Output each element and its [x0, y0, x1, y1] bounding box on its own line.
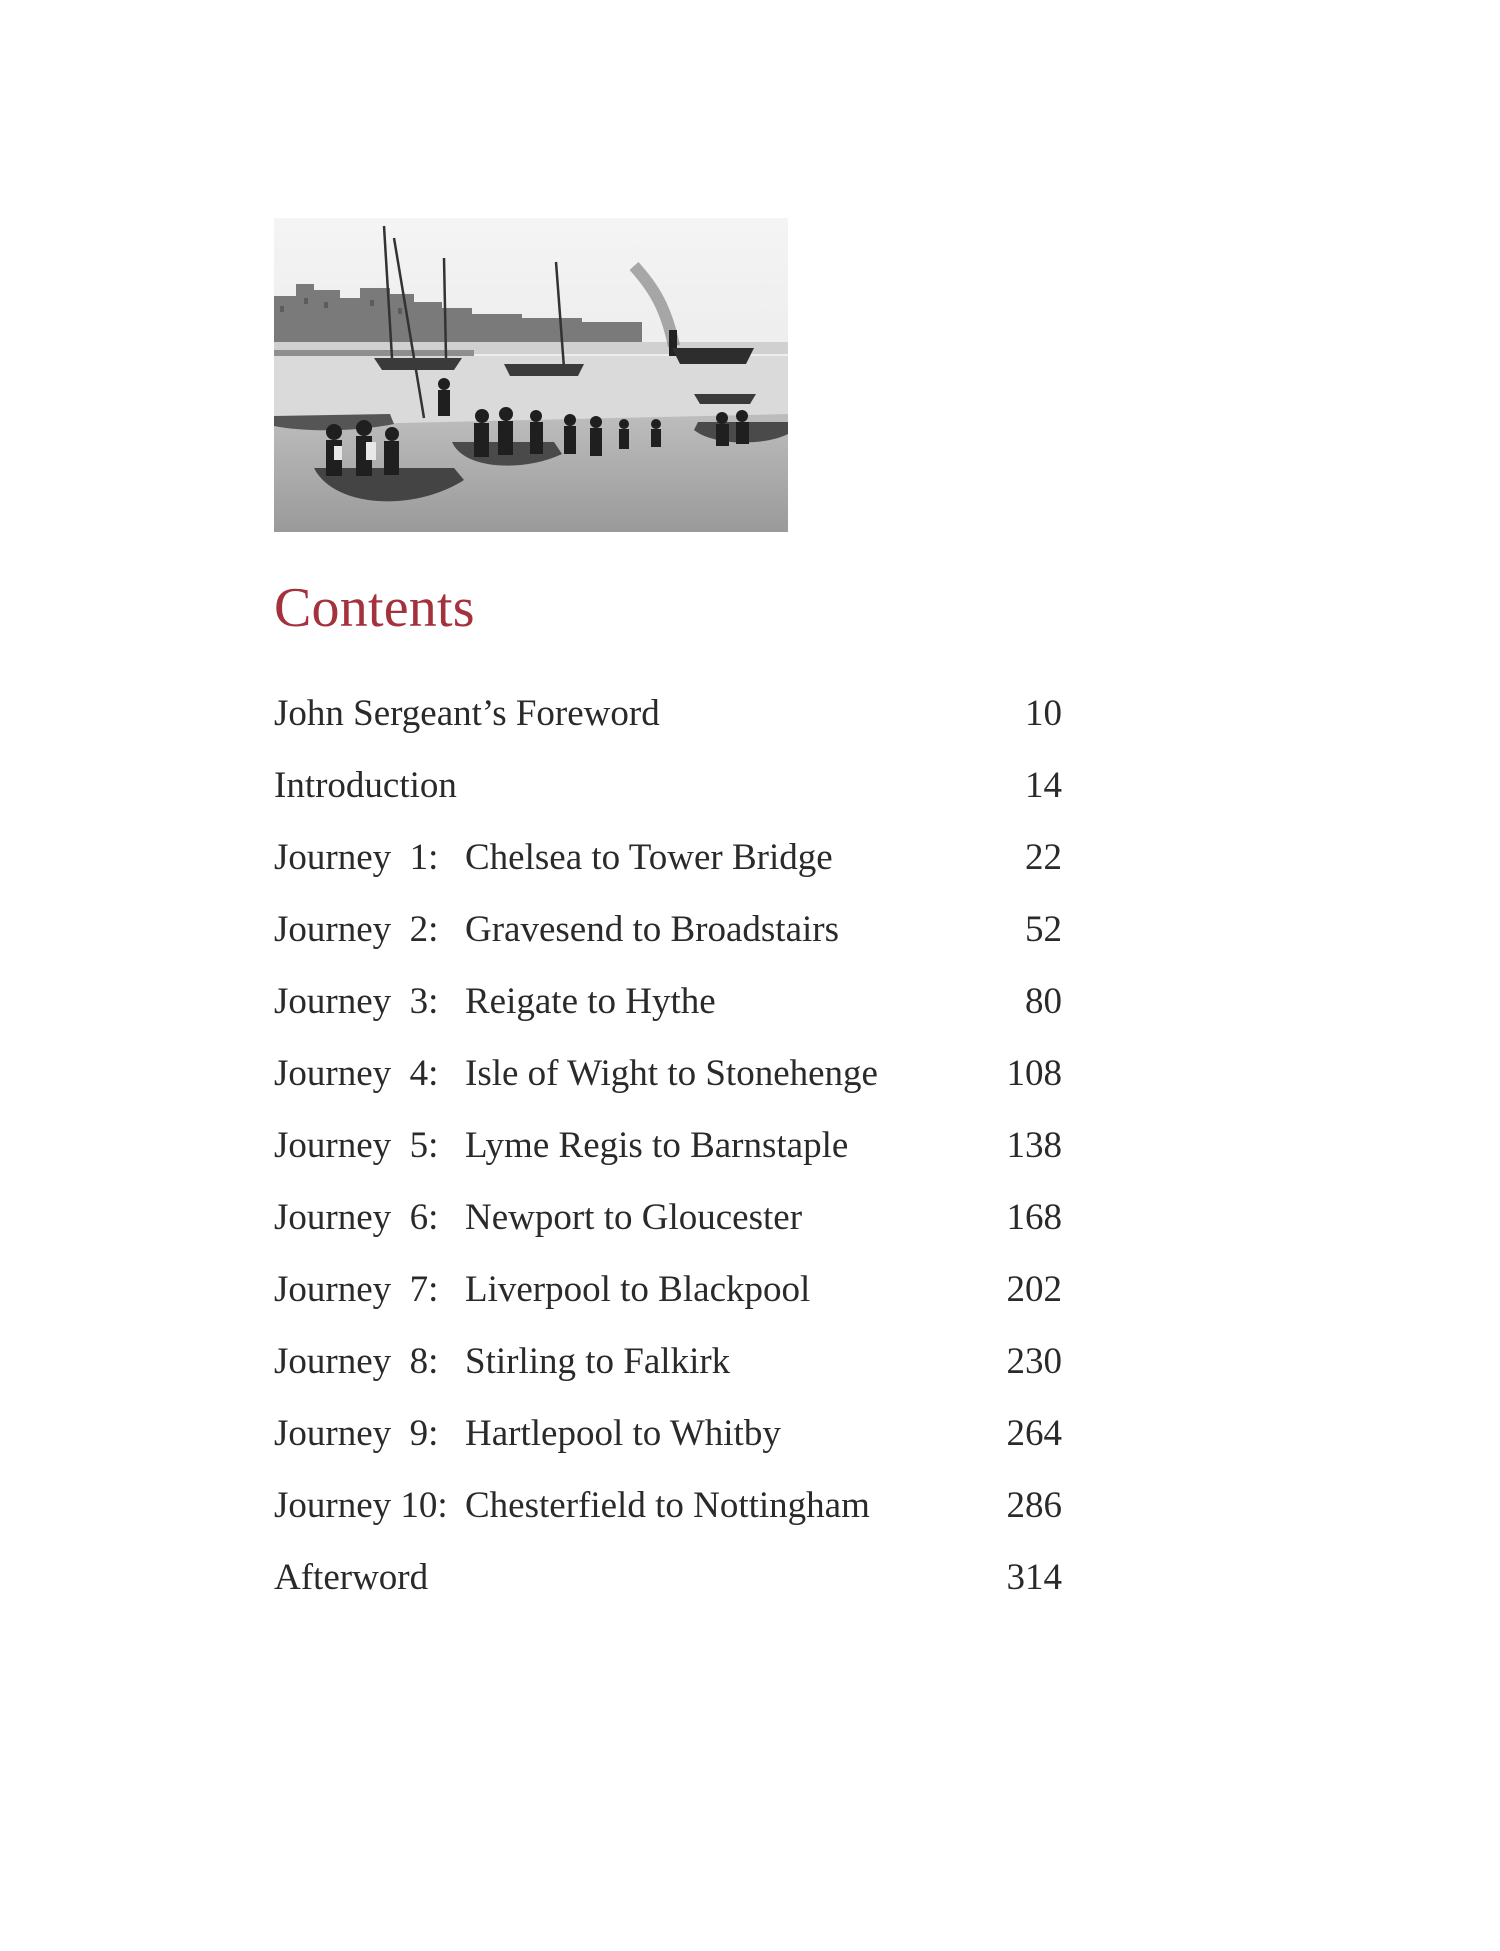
toc-entry-page: 52	[1025, 909, 1062, 950]
toc-entry-page: 108	[1006, 1053, 1062, 1094]
toc-entry-label	[274, 1194, 802, 1242]
table-of-contents	[274, 690, 1062, 1626]
toc-entry-title: Reigate to Hythe	[465, 981, 716, 1022]
toc-entry-prefix: Journey 2:	[274, 909, 439, 950]
toc-entry-title: Chelsea to Tower Bridge	[465, 837, 833, 878]
toc-entry-title: Isle of Wight to Stonehenge	[465, 1053, 878, 1094]
toc-entry-page: 138	[1006, 1125, 1062, 1166]
toc-entry-title: Stirling to Falkirk	[465, 1341, 731, 1382]
toc-entry-label	[274, 834, 833, 882]
toc-entry-title: Lyme Regis to Barnstaple	[465, 1125, 849, 1166]
toc-entry-prefix: Journey 8:	[274, 1341, 439, 1382]
toc-entry-prefix: Journey 5:	[274, 1125, 439, 1166]
toc-entry-page: 202	[1006, 1269, 1062, 1310]
toc-entry	[274, 1554, 1062, 1626]
toc-entry-prefix: Journey 6:	[274, 1197, 439, 1238]
toc-entry-page: 230	[1006, 1341, 1062, 1382]
toc-entry-page: 14	[1025, 765, 1062, 806]
toc-entry-title: Newport to Gloucester	[465, 1197, 803, 1238]
toc-entry-page: 286	[1006, 1485, 1062, 1526]
toc-entry-prefix: Journey 7:	[274, 1269, 439, 1310]
toc-entry-label	[274, 978, 716, 1026]
toc-entry-prefix: Journey 10:	[274, 1485, 448, 1526]
toc-entry-label	[274, 1338, 730, 1386]
toc-entry	[274, 1266, 1062, 1338]
toc-entry-label	[274, 1410, 781, 1458]
toc-entry-label: Introduction	[274, 765, 457, 806]
toc-entry-label: John Sergeant’s Foreword	[274, 693, 660, 734]
toc-entry-label	[274, 1266, 810, 1314]
toc-entry	[274, 906, 1062, 978]
toc-entry-title: Liverpool to Blackpool	[465, 1269, 811, 1310]
toc-entry-page: 80	[1025, 981, 1062, 1022]
toc-entry	[274, 834, 1062, 906]
toc-entry	[274, 690, 1062, 762]
page-title: Contents	[274, 577, 475, 639]
toc-entry-label: Afterword	[274, 1557, 429, 1598]
toc-entry	[274, 1410, 1062, 1482]
toc-entry	[274, 1338, 1062, 1410]
toc-entry	[274, 1050, 1062, 1122]
toc-entry	[274, 1482, 1062, 1554]
toc-entry-label	[274, 1050, 878, 1098]
toc-entry-title: Hartlepool to Whitby	[465, 1413, 781, 1454]
toc-entry	[274, 978, 1062, 1050]
toc-entry-prefix: Journey 3:	[274, 981, 439, 1022]
toc-entry	[274, 1122, 1062, 1194]
toc-entry-page: 168	[1006, 1197, 1062, 1238]
toc-entry-title: Chesterfield to Nottingham	[465, 1485, 870, 1526]
toc-entry-label	[274, 906, 839, 954]
toc-entry-page: 10	[1025, 693, 1062, 734]
toc-entry	[274, 1194, 1062, 1266]
toc-entry-page: 22	[1025, 837, 1062, 878]
toc-entry-prefix: Journey 1:	[274, 837, 439, 878]
harbour-photo	[274, 218, 788, 532]
toc-entry-page: 314	[1006, 1557, 1062, 1598]
toc-entry-prefix: Journey 4:	[274, 1053, 439, 1094]
toc-entry-label	[274, 1122, 848, 1170]
toc-entry	[274, 762, 1062, 834]
toc-entry-label	[274, 1482, 870, 1530]
toc-entry-title: Gravesend to Broadstairs	[465, 909, 840, 950]
toc-entry-page: 264	[1006, 1413, 1062, 1454]
toc-entry-prefix: Journey 9:	[274, 1413, 439, 1454]
